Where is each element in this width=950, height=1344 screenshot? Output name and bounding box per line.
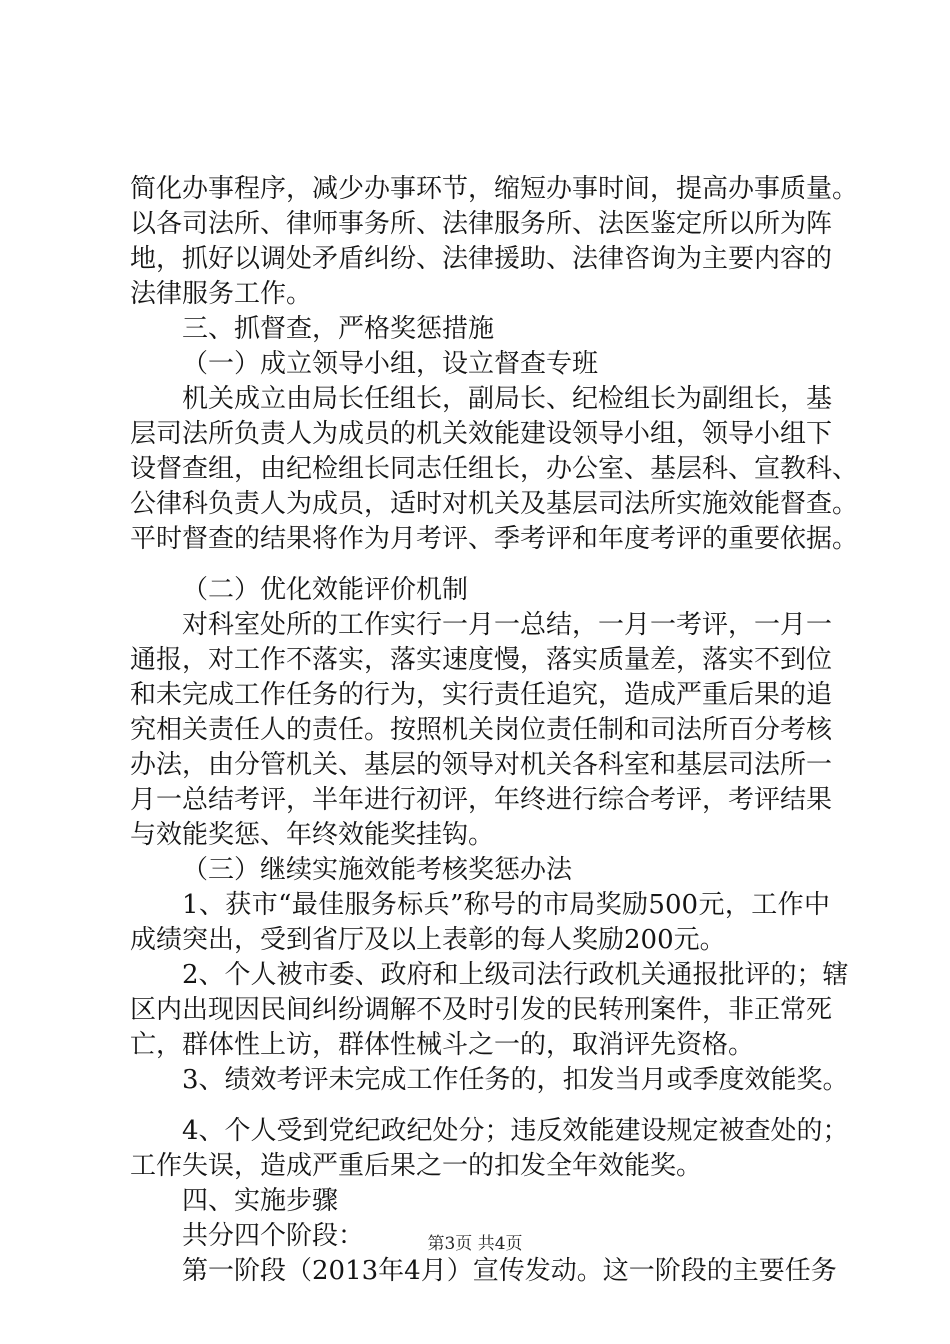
paragraph-line: 月一总结考评，半年进行初评，年终进行综合考评，考评结果 <box>130 785 833 815</box>
subsection-heading: （二）优化效能评价机制 <box>182 575 469 605</box>
paragraph-line: 成绩突出，受到省厅及以上表彰的每人奖励200元。 <box>130 925 726 955</box>
paragraph-gap <box>130 557 830 573</box>
paragraph-line: 地，抓好以调处矛盾纠纷、法律援助、法律咨询为主要内容的 <box>130 244 833 274</box>
paragraph-gap <box>130 1098 830 1114</box>
paragraph-line: 机关成立由局长任组长，副局长、纪检组长为副组长，基 <box>182 384 833 414</box>
paragraph-line: 和未完成工作任务的行为，实行责任追究，造成严重后果的追 <box>130 680 833 710</box>
page-number-footer: 第3页 共4页 <box>427 1234 523 1254</box>
paragraph-line: 简化办事程序，减少办事环节，缩短办事时间，提高办事质量。 <box>130 174 859 204</box>
paragraph-line: 3、绩效考评未完成工作任务的，扣发当月或季度效能奖。 <box>182 1065 849 1095</box>
paragraph-line: 1、获市“最佳服务标兵”称号的市局奖励500元，工作中 <box>182 890 830 920</box>
paragraph-line: 2、个人被市委、政府和上级司法行政机关通报批评的；辖 <box>182 960 849 990</box>
paragraph-line: 以各司法所、律师事务所、法律服务所、法医鉴定所以所为阵 <box>130 209 833 239</box>
paragraph-line: 法律服务工作。 <box>130 279 313 309</box>
paragraph-line: 究相关责任人的责任。按照机关岗位责任制和司法所百分考核 <box>130 715 833 745</box>
paragraph-line: 平时督查的结果将作为月考评、季考评和年度考评的重要依据。 <box>130 524 859 554</box>
section-heading: 四、实施步骤 <box>182 1186 339 1216</box>
paragraph-line: 办法，由分管机关、基层的领导对机关各科室和基层司法所一 <box>130 750 833 780</box>
paragraph-line: 第一阶段（2013年4月）宣传发动。这一阶段的主要任务 <box>182 1256 837 1286</box>
section-heading: 三、抓督查，严格奖惩措施 <box>182 314 495 344</box>
document-body <box>130 172 859 1289</box>
paragraph-line: 通报，对工作不落实，落实速度慢，落实质量差，落实不到位 <box>130 645 833 675</box>
paragraph-line: 区内出现因民间纠纷调解不及时引发的民转刑案件，非正常死 <box>130 995 833 1025</box>
paragraph-line: 对科室处所的工作实行一月一总结，一月一考评，一月一 <box>182 610 833 640</box>
paragraph-line: 公律科负责人为成员，适时对机关及基层司法所实施效能督查。 <box>130 489 859 519</box>
paragraph-line: 设督查组，由纪检组长同志任组长，办公室、基层科、宣教科、 <box>130 454 859 484</box>
paragraph-line: 亡，群体性上访，群体性械斗之一的，取消评先资格。 <box>130 1030 755 1060</box>
paragraph-line: 共分四个阶段： <box>182 1221 365 1251</box>
paragraph-line: 层司法所负责人为成员的机关效能建设领导小组，领导小组下 <box>130 419 833 449</box>
paragraph-line: 4、个人受到党纪政纪处分；违反效能建设规定被查处的； <box>182 1116 849 1146</box>
paragraph-line: 与效能奖惩、年终效能奖挂钩。 <box>130 820 495 850</box>
paragraph-line: 工作失误，造成严重后果之一的扣发全年效能奖。 <box>130 1151 703 1181</box>
subsection-heading: （一）成立领导小组，设立督查专班 <box>182 349 599 379</box>
subsection-heading: （三）继续实施效能考核奖惩办法 <box>182 855 573 885</box>
